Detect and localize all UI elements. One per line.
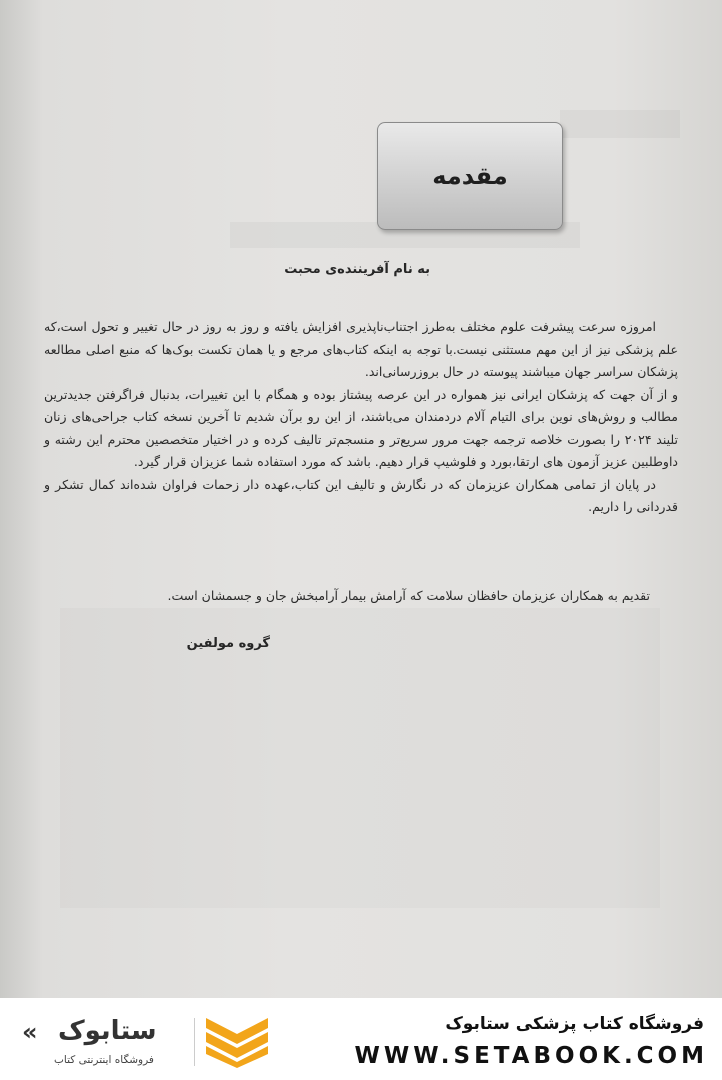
logo-divider <box>194 1018 195 1066</box>
stacked-chevrons-icon <box>204 1016 270 1068</box>
bleed-through-block <box>560 110 680 138</box>
logo-wordmark: ستابوک <box>58 1016 157 1046</box>
preface-body <box>44 316 678 519</box>
paragraph: امروزه سرعت پیشرفت علوم مختلف به‌طرز اجتناب‌ناپذیری افزایش یافته و روز به روز در حال تغییر و تحول است،که علم پزشکی نیز از این مهم مستثنی نیست.با توجه به اینکه کتاب‌های مرجع و یا همان تکست بوک‌ها که منبع اصلی مطالعه پزشکان سراسر جهان میباشند پیوسته در حال بروزرسانی‌اند. <box>44 319 678 379</box>
paragraph: در پایان از تمامی همکاران عزیزمان که در نگارش و تالیف این کتاب،عهده دار زحمات فراوان شده‌اند کمال تشکر و قدردانی را داریم. <box>44 476 678 514</box>
store-logo[interactable] <box>22 1014 274 1070</box>
paragraph: و از آن جهت که پزشکان ایرانی نیز همواره در این عرصه پیشتاز بوده و همگام با این تغییرات، بدنبال فراگرفتن جدیدترین مطالب و روش‌های نوین برای التیام آلام دردمندان می‌باشند، از این رو برآن شدیم تا آخرین نسخه کتاب جراحی‌های زنان تلیند ۲۰۲۴ را بصورت خلاصه ترجمه جهت مرور سریع‌تر و منسجم‌تر تالیف کرده و در اختیار متخصصین محترم این رشته و داوطلبین عزیز آزمون های ارتقا،بورد و فلوشیپ قرار دهیم. باشد که مورد استفاده شما عزیزان قرار گیرد. <box>44 386 678 469</box>
dedication-heading: به نام آفریننده‌ی محبت <box>284 262 430 277</box>
store-url-link[interactable]: WWW.SETABOOK.COM <box>354 1043 708 1069</box>
authors-signature: گروه مولفین <box>186 636 270 651</box>
double-chevron-icon: « <box>22 1018 38 1046</box>
store-footer-banner <box>0 998 722 1080</box>
heading-box <box>377 122 563 230</box>
store-name: فروشگاه کتاب پزشکی ستابوک <box>445 1014 704 1034</box>
logo-tagline: فروشگاه اینترنتی کتاب <box>54 1054 154 1066</box>
page-title: مقدمه <box>432 162 508 190</box>
dedication-line: تقدیم به همکاران عزیزمان حافظان سلامت که آرامش بیمار آرامبخش جان و جسمشان است. <box>167 588 650 603</box>
bleed-through-block <box>60 608 660 908</box>
